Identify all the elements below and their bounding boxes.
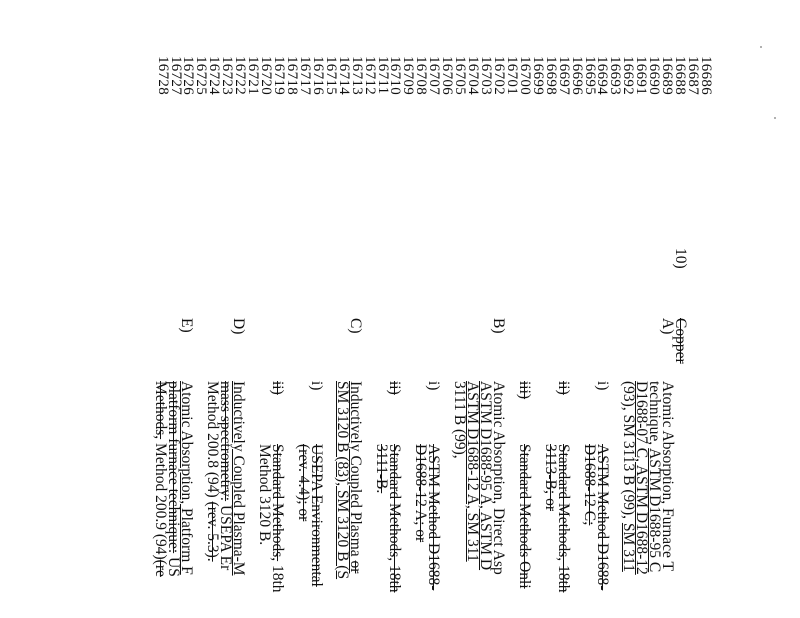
line-number: 16692 bbox=[620, 56, 637, 95]
a-iii-line-1: Standard Methods Onli bbox=[516, 444, 533, 589]
line-number: 16719 bbox=[271, 56, 288, 95]
line-number: 16693 bbox=[607, 56, 624, 95]
d-line-2: mass spectrometry: USEPA Er bbox=[217, 381, 234, 571]
line-number: 16694 bbox=[594, 56, 611, 95]
line-number: 16687 bbox=[685, 56, 702, 95]
line-number: 16706 bbox=[439, 56, 456, 95]
line-number: 16705 bbox=[452, 56, 469, 95]
label-a: A) bbox=[659, 318, 676, 335]
c-line-1: Inductively Coupled Plasma or bbox=[347, 381, 364, 574]
line-number: 16724 bbox=[206, 56, 223, 95]
label-a-i: i) bbox=[594, 381, 611, 391]
line-number: 16711 bbox=[374, 56, 391, 95]
line-number: 16701 bbox=[503, 56, 520, 95]
line-number: 16716 bbox=[309, 56, 326, 95]
line-number: 16703 bbox=[478, 56, 495, 95]
b-i-line-2: D1688-12 A; or bbox=[412, 444, 429, 543]
item-number: 10) bbox=[672, 248, 689, 269]
a-i-line-1: ASTM Method D1688- bbox=[594, 444, 611, 591]
line-number: 16686 bbox=[698, 56, 714, 95]
e-line-1: Atomic Absorption, Platform F bbox=[178, 381, 195, 575]
a-i-line-2: D1688-12 C; bbox=[581, 444, 598, 526]
line-number: 16721 bbox=[245, 56, 262, 95]
a-line-2: technique, ASTM D1688-95 C bbox=[646, 381, 663, 573]
line-number: 16700 bbox=[516, 56, 533, 95]
label-d: D) bbox=[230, 318, 247, 335]
label-c-ii: ii) bbox=[269, 381, 286, 395]
line-number: 16728 bbox=[154, 56, 171, 95]
line-number: 16695 bbox=[581, 56, 598, 95]
a-line-1: Atomic Absorption, Furnace T bbox=[659, 381, 676, 571]
line-number: 16723 bbox=[219, 56, 236, 95]
scan-speck bbox=[760, 46, 762, 48]
line-number: 16690 bbox=[646, 56, 663, 95]
label-b-i: i) bbox=[425, 381, 442, 391]
line-number: 16691 bbox=[633, 56, 650, 95]
label-a-iii: iii) bbox=[516, 381, 533, 400]
line-number: 16702 bbox=[491, 56, 507, 95]
line-number: 16704 bbox=[465, 56, 482, 95]
b-line-3: ASTM D1688-12 A, SM 311 bbox=[464, 381, 481, 562]
c-i-line-1: USEPA Environmental bbox=[308, 444, 325, 587]
a-ii-line-2: 3113-B; or bbox=[542, 444, 559, 512]
a-line-3: D1688-07 C, ASTM D1688-12 bbox=[633, 381, 650, 575]
b-ii-line-2: 3111-B. bbox=[373, 444, 390, 494]
line-number: 16707 bbox=[426, 56, 443, 95]
a-line-4: (93), SM 3113 B (99), SM 311 bbox=[620, 381, 637, 572]
line-number: 16727 bbox=[167, 56, 184, 95]
c-line-2: SM 3120 B (83), SM 3120 B (S bbox=[334, 381, 351, 580]
b-line-1: Atomic Absorption, Direct Asp bbox=[490, 381, 507, 575]
scan-speck bbox=[774, 117, 776, 119]
line-number: 16714 bbox=[335, 56, 352, 95]
e-line-3: Methods, Method 200.9 (94)(re bbox=[152, 381, 169, 577]
line-number: 16725 bbox=[193, 56, 210, 95]
line-number: 16699 bbox=[529, 56, 546, 95]
line-number: 16710 bbox=[387, 56, 404, 95]
line-number-column bbox=[156, 56, 712, 116]
label-b-ii: ii) bbox=[386, 381, 403, 395]
d-line-3: Method 200.8 (94) (rev. 5.3). bbox=[204, 381, 221, 562]
line-number: 16698 bbox=[542, 56, 559, 95]
line-number: 16708 bbox=[413, 56, 430, 95]
line-number: 16688 bbox=[672, 56, 689, 95]
label-a-ii: ii) bbox=[555, 381, 572, 395]
d-line-1: Inductively Coupled Plasma-M bbox=[230, 381, 247, 576]
b-ii-line-1: Standard Methods, 18th bbox=[386, 444, 403, 593]
a-ii-line-1: Standard Methods, 18th bbox=[555, 444, 572, 593]
line-number: 16689 bbox=[659, 56, 676, 95]
label-c-i: i) bbox=[308, 381, 325, 391]
label-e: E) bbox=[178, 318, 195, 333]
line-number: 16713 bbox=[348, 56, 365, 95]
line-number: 16722 bbox=[232, 56, 249, 95]
line-number: 16715 bbox=[322, 56, 339, 95]
line-number: 16726 bbox=[180, 56, 197, 95]
c-ii-line-2: Method 3120 B. bbox=[256, 444, 273, 546]
line-number: 16718 bbox=[284, 56, 300, 95]
label-b: B) bbox=[490, 318, 507, 334]
line-number: 16720 bbox=[258, 56, 275, 95]
label-c: C) bbox=[347, 318, 364, 334]
b-line-4: 3111 B (99), bbox=[451, 381, 468, 459]
line-number: 16709 bbox=[400, 56, 417, 95]
line-number: 16697 bbox=[555, 56, 572, 95]
line-number: 16717 bbox=[296, 56, 313, 95]
b-i-line-1: ASTM Method D1688- bbox=[425, 444, 442, 591]
line-number: 16696 bbox=[568, 56, 585, 95]
line-number: 16712 bbox=[361, 56, 378, 95]
e-line-2: platform furnace technique: US bbox=[165, 381, 182, 577]
c-ii-line-1: Standard Methods, 18th bbox=[269, 444, 286, 593]
item-title: Copper bbox=[672, 318, 689, 364]
c-i-line-2: (rev. 4.4); or bbox=[295, 444, 312, 522]
b-line-2: ASTM D1688-95 A, ASTM D bbox=[477, 381, 494, 571]
